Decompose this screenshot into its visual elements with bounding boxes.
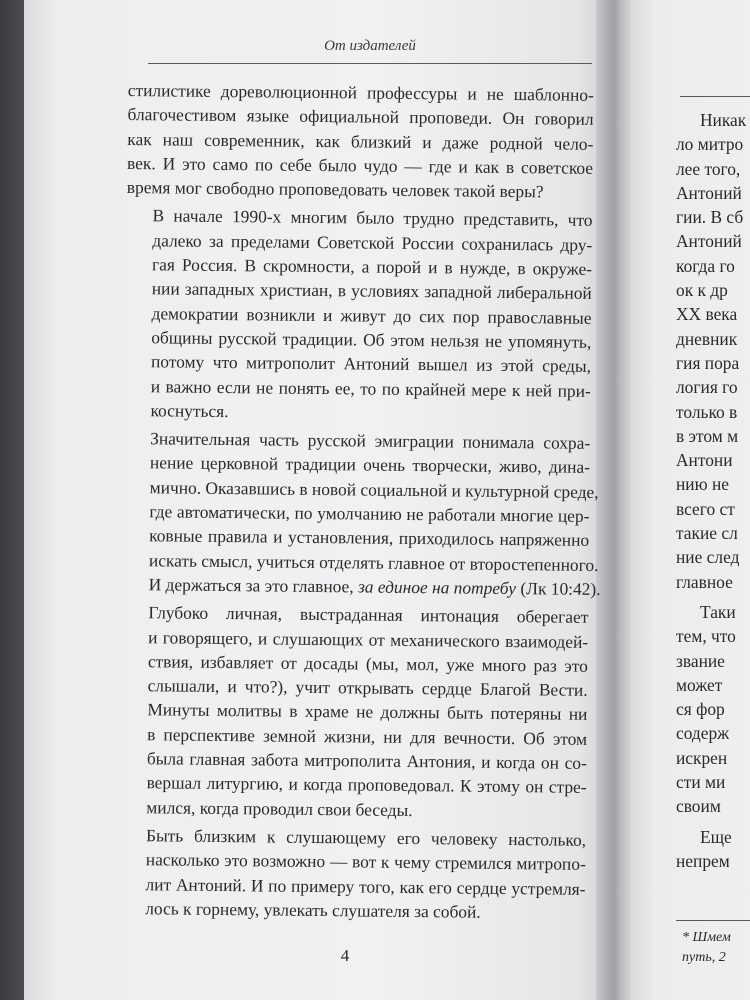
right-text-line: своим: [676, 796, 721, 817]
text-line: общины русской традиции. Об этом нельзя не упомянуть,: [151, 327, 592, 352]
text-line: гая Россия. В скромности, а порой и в нужде, в окруже-: [151, 254, 593, 279]
right-footnote-rule: [676, 920, 750, 921]
text-line: стилистике дореволюционной профессуры и не шаблонно-: [127, 79, 594, 105]
right-text-line: может: [676, 674, 723, 695]
right-text-line: ок к др: [676, 280, 728, 301]
text-line: [123, 572, 601, 601]
header-rule: [148, 63, 592, 64]
text-line: нение церковной традиции очень творчески, живо, дина-: [149, 452, 591, 478]
text-line: В начале 1990-х многим было трудно представить, что: [152, 205, 593, 231]
right-page-text: [676, 108, 750, 873]
right-text-line: тем, что: [676, 626, 736, 647]
right-text-line: звание: [676, 650, 725, 671]
text-line: Значительная часть русской эмиграции понимала сохра-: [150, 428, 591, 454]
text-line: искать смысл, учиться отделять главное от второстепенного.: [148, 549, 599, 575]
paragraph: [120, 600, 588, 824]
right-text-line: ние след: [676, 547, 740, 568]
text-line: мично. Оказавшись в новой социальной и культурной среде,: [149, 477, 599, 502]
right-text-line: такие сл: [676, 523, 738, 544]
right-text-line: логия го: [676, 377, 738, 398]
text-line: и говорящего, и слушающих от механического взаимодей-: [148, 626, 589, 652]
text-line: далеко за пределами Советской России сохранилась дру-: [152, 230, 593, 255]
text-line: Быть близким к слушающему его человеку настолько,: [145, 825, 587, 850]
text-line: мился, когда проводил свои беседы.: [146, 796, 413, 820]
right-text-line: XX века: [676, 304, 738, 325]
text-line: в перспективе земной жизни, ни для вечности. Об этом: [147, 723, 588, 749]
right-header-rule: [680, 96, 750, 97]
right-text-line: Антони: [676, 450, 733, 471]
text-line: век. И это само по себе было чудо — где и как в советское: [127, 152, 594, 178]
text-line: была главная забота митрополита Антония, и когда он со-: [146, 748, 587, 773]
footnote-line: путь, 2: [682, 950, 726, 965]
paragraph: [124, 203, 592, 427]
body-text: [119, 78, 601, 929]
right-text-line: сти ми: [676, 772, 726, 793]
paragraph: [127, 78, 594, 204]
text-line: время мог свободно проповедовать человек такой веры?: [126, 177, 544, 202]
right-text-line: Еще: [700, 826, 732, 847]
italic-quote: за единое на потребу: [357, 576, 517, 599]
right-text-line: содерж: [676, 723, 730, 744]
text-line: нии западных христиан, в условиях западной либеральной: [151, 278, 592, 304]
right-text-line: ло митро: [676, 134, 744, 155]
right-text-line: гия пора: [676, 352, 740, 373]
text-line: вершал литургию, и когда проповедовал. К этому он стре-: [146, 772, 587, 798]
paragraph: [119, 823, 586, 925]
paragraph: [123, 426, 601, 601]
right-text-line: главное: [676, 571, 733, 592]
text-line: где автоматически, по умолчанию не работали многие цер-: [149, 501, 590, 526]
right-text-line: всего ст: [676, 498, 735, 519]
right-text-line: лее того,: [676, 158, 741, 179]
text-fragment: И держаться за это главное,: [148, 574, 359, 597]
right-text-line: Антоний: [676, 182, 742, 203]
right-text-line: дневник: [676, 328, 738, 349]
text-line: и важно если не понять ее, то по крайней мере к ней при-: [150, 375, 591, 401]
scripture-reference: (Лк 10:42).: [515, 578, 601, 599]
right-text-line: только в: [676, 401, 738, 422]
text-line: Глубоко личная, выстраданная интонация оберегает: [148, 602, 589, 628]
right-footnote: [682, 928, 750, 968]
text-line: ковные правила и установления, приходилось напряженно: [149, 525, 590, 551]
page-number: 4: [340, 946, 350, 965]
text-line: благочестивом языке официальной проповеди. Он говорил: [127, 104, 594, 130]
right-text-line: Таки: [700, 601, 736, 622]
right-text-line: нию не: [676, 474, 729, 495]
text-line: демократии возникли и живут до сих пор православные: [151, 302, 592, 328]
right-text-line: когда го: [676, 255, 735, 276]
text-line: потому что митрополит Антоний вышел из этой среды,: [150, 351, 592, 377]
text-line: коснуться.: [150, 400, 229, 421]
text-line: ствия, избавляет от досады (мы, мол, уже много раз это: [147, 651, 588, 676]
right-text-line: гии. В сб: [676, 207, 744, 228]
right-text-line: непрем: [676, 850, 730, 871]
text-line: лось к горнему, увлекать слушателя за собой.: [145, 898, 481, 922]
right-text-line: ся фор: [676, 699, 725, 720]
right-text-line: искрен: [676, 747, 728, 768]
text-line: лит Антоний. И по примеру того, как его сердце устремля-: [145, 873, 586, 899]
right-text-line: Антоний: [676, 231, 742, 252]
running-head: От издателей: [324, 38, 416, 54]
text-line: слышали, и что?), учит открывать сердце Благой Вести.: [147, 675, 588, 700]
text-line: насколько это возможно — вот к чему стремился митропо-: [145, 849, 586, 875]
footnote-line: * Шмем: [682, 930, 731, 945]
right-text-line: Никак: [700, 110, 747, 130]
text-line: Минуты молитвы в храме не должны быть потеряны ни: [147, 699, 588, 725]
text-line: как наш современник, как близкий и даже родной чело-: [127, 128, 594, 154]
right-text-line: в этом м: [676, 425, 739, 446]
